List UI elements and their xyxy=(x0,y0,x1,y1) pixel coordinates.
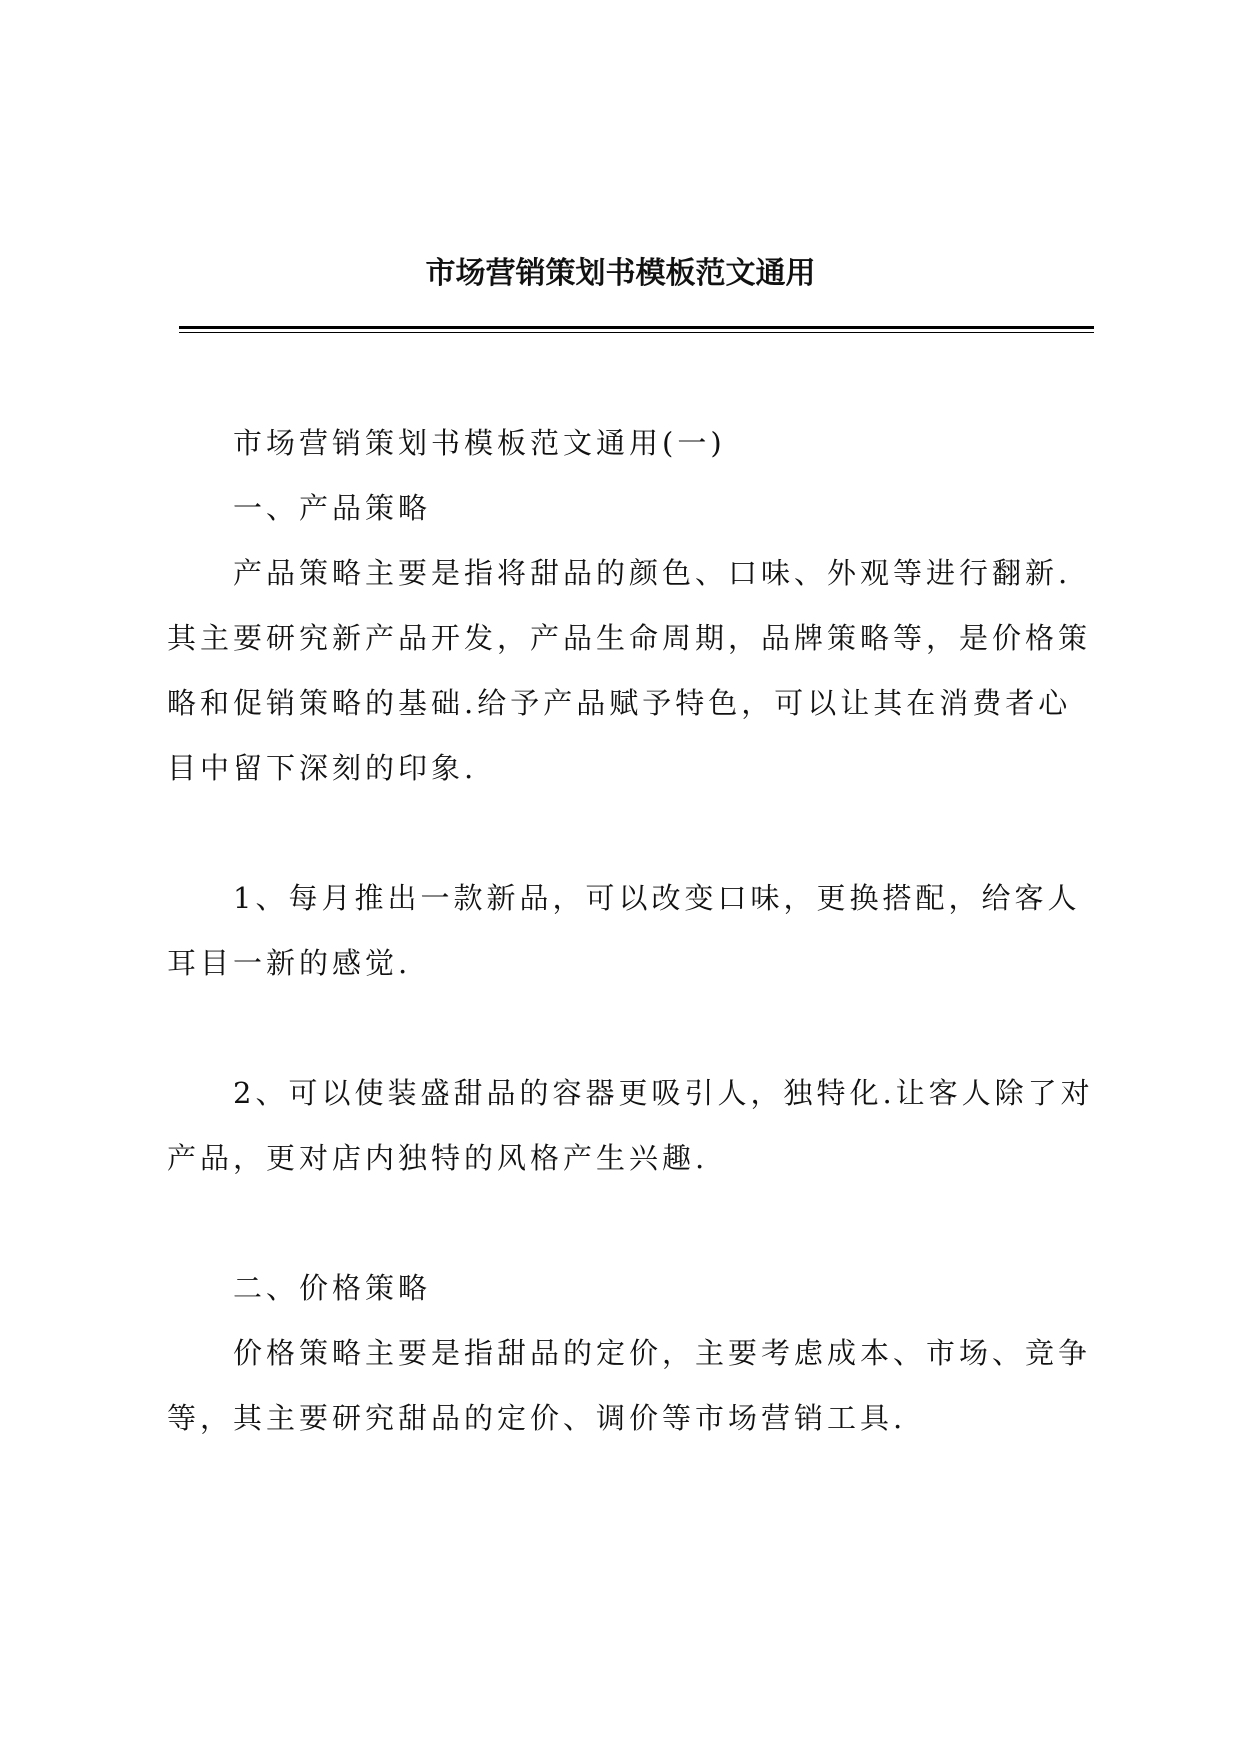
document-title: 市场营销策划书模板范文通用 xyxy=(425,256,816,291)
paragraph-spacer xyxy=(167,996,1097,1061)
section-heading-price-strategy: 二、价格策略 xyxy=(233,1271,432,1305)
paragraph-price-strategy: 价格策略主要是指甜品的定价，主要考虑成本、市场、竞争等，其主要研究甜品的定价、调价等市场营销工具. xyxy=(167,1336,1092,1435)
paragraph-spacer xyxy=(167,801,1097,866)
title-rule-thick xyxy=(179,326,1094,329)
list-item-containers: 2、可以使装盛甜品的容器更吸引人，独特化.让客人除了对产品，更对店内独特的风格产生兴趣. xyxy=(167,1076,1094,1175)
paragraph-product-strategy: 产品策略主要是指将甜品的颜色、口味、外观等进行翻新.其主要研究新产品开发，产品生命周期，品牌策略等，是价格策略和促销策略的基础.给予产品赋予特色，可以让其在消费者心目中留下深刻的印象. xyxy=(167,556,1092,785)
paragraph-spacer xyxy=(167,1191,1097,1256)
section-heading-product-strategy: 一、产品策略 xyxy=(233,491,432,525)
document-body xyxy=(167,411,1097,1451)
title-rule-thin xyxy=(179,332,1094,333)
list-item-new-products: 1、每月推出一款新品，可以改变口味，更换搭配，给客人耳目一新的感觉. xyxy=(167,881,1081,980)
document-subtitle: 市场营销策划书模板范文通用(一) xyxy=(233,426,726,460)
